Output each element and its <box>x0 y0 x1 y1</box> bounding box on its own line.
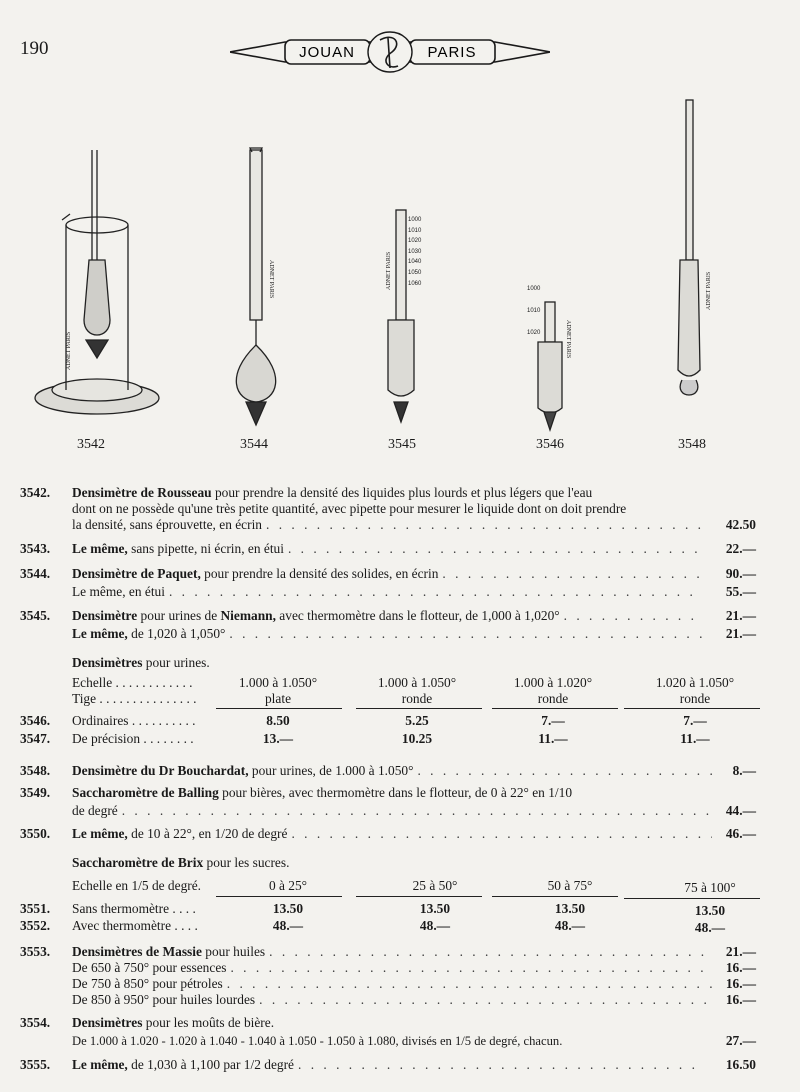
figure-label-3548: 3548 <box>678 437 706 452</box>
entry-3543: 3543. Le même, sans pipette, ni écrin, en étui . . . 22.— <box>20 541 756 557</box>
svg-text:ADNET PARIS: ADNET PARIS <box>386 251 392 290</box>
urines-table: Densimètres pour urines. Echelle . . . . . . . . . . . . Tige . . . . . . . . . . . . . . . 1.000 à 1.050° plate 1.000 à 1.050° ronde 1.000 à 1.020° ronde 1.020 à 1.050° ronde 3546. Ordinaires . . . . . . . . . . 8.50 5.25 7.— 7.— 3547. De précision . . . . . . . . 13.— 10.25 11.— 11.— <box>20 655 760 755</box>
scale-mark: 1050 <box>408 269 422 276</box>
scale-mark: 1020 <box>408 238 422 245</box>
scale-mark: 1010 <box>527 308 541 314</box>
figure-3546-densimeter <box>538 302 571 430</box>
figure-3548-densimeter <box>678 100 712 395</box>
svg-text:ADNET PARIS: ADNET PARIS <box>268 260 274 299</box>
figure-3544-densimeter <box>236 148 275 425</box>
figure-label-3544: 3544 <box>240 437 268 452</box>
figure-3542-engraving: ADNET PARIS <box>66 331 72 370</box>
entry-3549: 3549. Saccharomètre de Balling pour bières, avec thermomètre dans le flotteur, de 0 à 22° en 1/10 de degré . . . 44.— <box>20 785 756 819</box>
svg-text:ADNET PARIS: ADNET PARIS <box>565 320 571 359</box>
figure-3546-scale <box>527 278 540 344</box>
scale-mark: 1030 <box>408 248 422 255</box>
figure-label-3545: 3545 <box>388 437 416 452</box>
price-3542: 42.50 <box>725 517 756 532</box>
scale-mark: 1000 <box>408 217 422 223</box>
figure-3542-densimeter <box>35 150 159 414</box>
page-number: 190 <box>20 38 49 59</box>
scale-mark: 1060 <box>408 280 422 287</box>
entry-3542: 3542. Densimètre de Rousseau pour prendre la densité des liquides plus lourds et plus légers que l'eau dont on ne possède qu'une très petite quantité, avec pipette pour mesurer le liquide dont on doit prendre la densité, sans éprouvette, en écrin . . . 42.50 <box>20 485 756 535</box>
scale-mark: 1010 <box>408 227 422 234</box>
svg-text:ADNET PARIS: ADNET PARIS <box>706 271 712 310</box>
svg-text:PARIS: PARIS <box>427 44 477 61</box>
entry-3545: 3545. Densimètre pour urines de Niemann, avec thermomètre dans le flotteur, de 1,000 à 1,020° . . . Le même, de 1,020 à 1,050° . . . 21.— 21.— <box>20 608 756 642</box>
scale-mark: 1000 <box>527 286 541 292</box>
entry-3554: 3554. Densimètres pour les moûts de bière. De 1.000 à 1.020 - 1.020 à 1.040 - 1.040 à 1.050 - 1.050 à 1.080, divisés en 1/5 de degré, chacun. 27.— <box>20 1015 756 1048</box>
jouan-paris-logo <box>230 30 550 74</box>
figure-3545-scale <box>408 215 421 289</box>
instrument-illustrations <box>0 90 800 470</box>
figure-label-3542: 3542 <box>77 437 105 452</box>
entry-3550: 3550. Le même, de 10 à 22°, en 1/20 de degré . . . 46.— <box>20 826 756 842</box>
entry-3555: 3555. Le même, de 1,030 à 1,100 par 1/2 degré . . . 16.50 <box>20 1057 756 1073</box>
entry-3544: 3544. Densimètre de Paquet, pour prendre la densité des solides, en écrin . . . Le même, en étui . . . 90.— 55.— <box>20 566 756 600</box>
entry-3548: 3548. Densimètre du Dr Bouchardat, pour urines, de 1.000 à 1.050° . . . 8.— <box>20 763 756 779</box>
scale-mark: 1020 <box>527 330 541 336</box>
svg-text:JOUAN: JOUAN <box>299 44 355 61</box>
figure-label-3546: 3546 <box>536 437 564 452</box>
entry-3553: 3553. Densimètres de Massie pour huiles . . . De 650 à 750° pour essences . . . De 750 à 850° pour pétroles . . . De 850 à 950° pour huiles lourdes . . . 21.— 16.— 16.— 16.— <box>20 944 756 1012</box>
scale-mark: 1040 <box>408 259 422 266</box>
brix-table: Saccharomètre de Brix pour les sucres. Echelle en 1/5 de degré. 0 à 25° 25 à 50° 50 à 75° 75 à 100° 3551. Sans thermomètre . . . . 13.50 13.50 13.50 13.50 3552. Avec thermomètre . . . . 48.— 48.— 48.— 48.— <box>20 855 760 940</box>
